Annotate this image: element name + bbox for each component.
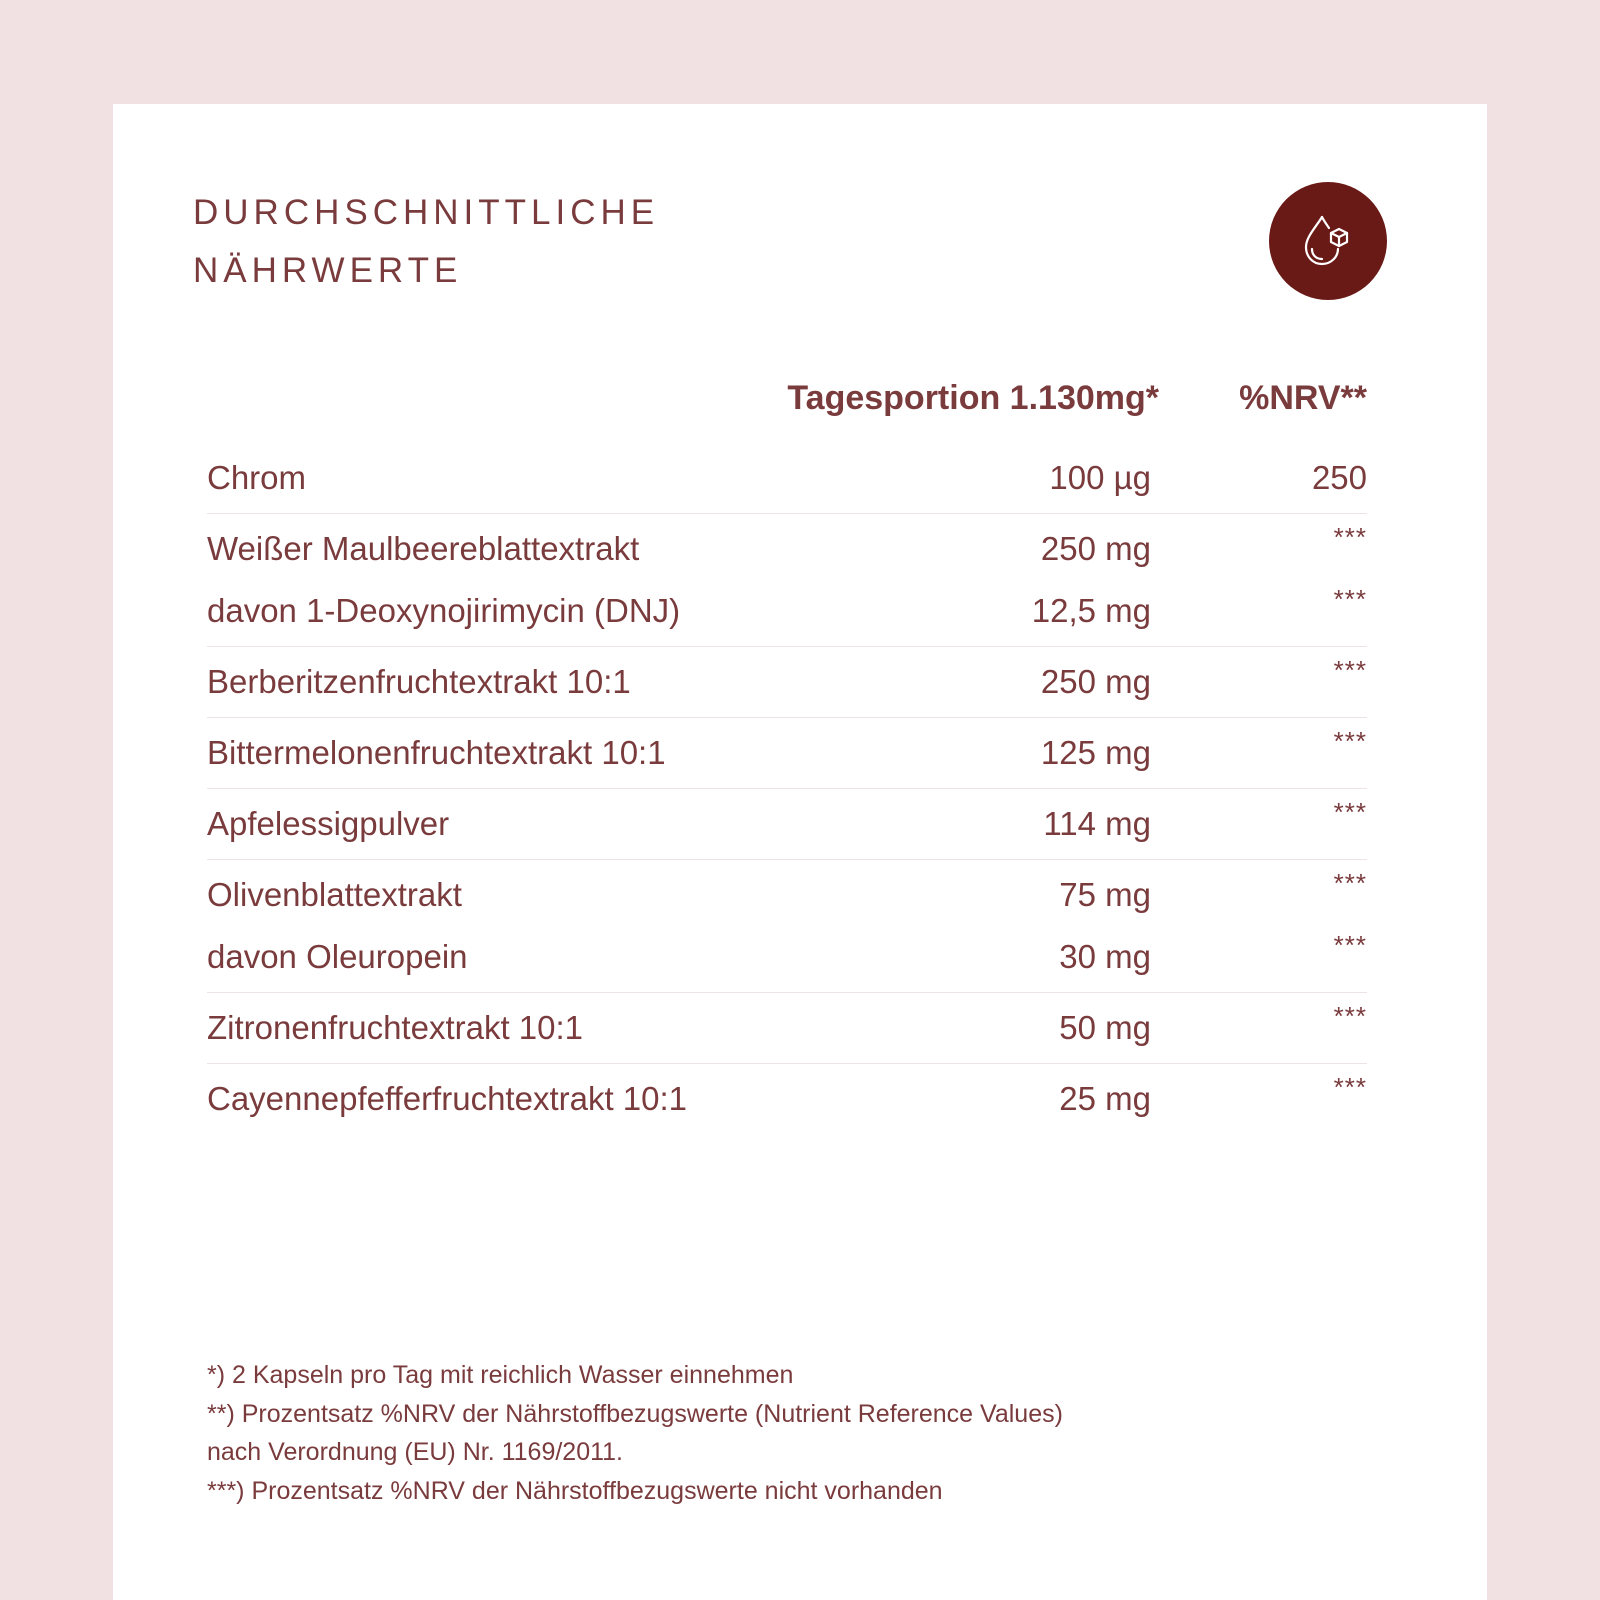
ingredient-nrv: *** (1333, 797, 1367, 827)
table-row-group (207, 443, 1367, 514)
drop-with-cube-icon (1298, 211, 1358, 271)
footnote: nach Verordnung (EU) Nr. 1169/2011. (207, 1438, 624, 1466)
page-title (193, 184, 659, 300)
ingredient-amount: 125 mg (1040, 734, 1151, 771)
ingredient-amount: 25 mg (1059, 1080, 1151, 1117)
table-body (207, 443, 1367, 1134)
ingredient-nrv: *** (1333, 584, 1367, 614)
ingredient-name: Bittermelonenfruchtextrakt 10:1 (207, 734, 666, 771)
table-row (207, 997, 1367, 1059)
column-header-nrv: %NRV** (1239, 379, 1367, 417)
ingredient-nrv: *** (1333, 726, 1367, 756)
title-line-2: NÄHRWERTE (193, 251, 463, 290)
drop-badge (1269, 182, 1387, 300)
table-row-group (207, 860, 1367, 993)
table-row-group (207, 993, 1367, 1064)
ingredient-name: Apfelessigpulver (207, 805, 450, 842)
ingredient-amount: 12,5 mg (1031, 592, 1151, 629)
ingredient-name: Zitronenfruchtextrakt 10:1 (207, 1009, 584, 1046)
table-row (207, 447, 1367, 509)
ingredient-amount: 250 mg (1040, 530, 1151, 567)
ingredient-nrv: *** (1333, 1001, 1367, 1031)
ingredient-nrv: *** (1333, 930, 1367, 960)
ingredient-amount: 30 mg (1059, 938, 1151, 975)
table-row (207, 722, 1367, 784)
ingredient-amount: 114 mg (1043, 805, 1151, 842)
ingredient-amount: 100 µg (1049, 459, 1151, 496)
column-header-amount: Tagesportion 1.130mg* (787, 379, 1159, 417)
ingredient-name: davon Oleuropein (207, 938, 468, 975)
ingredient-name: Weißer Maulbeereblattextrakt (207, 530, 640, 567)
nutrition-table (207, 359, 1367, 1134)
footnote: **) Prozentsatz %NRV der Nährstoffbezugswerte (Nutrient Reference Values) (207, 1399, 1063, 1428)
ingredient-nrv: *** (1333, 868, 1367, 898)
nutrition-card (113, 104, 1487, 1600)
table-row-group (207, 718, 1367, 789)
ingredient-amount: 250 mg (1040, 663, 1151, 700)
ingredient-nrv: *** (1333, 655, 1367, 685)
footnote: ***) Prozentsatz %NRV der Nährstoffbezugswerte nicht vorhanden (207, 1476, 943, 1505)
ingredient-nrv: *** (1333, 1072, 1367, 1102)
table-row-group (207, 1064, 1367, 1134)
ingredient-name: Chrom (207, 459, 307, 496)
table-row-group (207, 789, 1367, 860)
table-row (207, 793, 1367, 855)
footnotes (207, 1356, 1063, 1510)
table-row (207, 864, 1367, 926)
ingredient-name: Berberitzenfruchtextrakt 10:1 (207, 663, 631, 700)
table-row (207, 518, 1367, 580)
table-row (207, 651, 1367, 713)
table-row (207, 580, 1367, 642)
table-row-group (207, 514, 1367, 647)
table-row-group (207, 647, 1367, 718)
table-row (207, 926, 1367, 988)
footnote: *) 2 Kapseln pro Tag mit reichlich Wasser einnehmen (207, 1361, 794, 1389)
title-line-1: DURCHSCHNITTLICHE (193, 193, 660, 232)
table-header (207, 359, 1367, 443)
ingredient-name: Olivenblattextrakt (207, 876, 462, 913)
ingredient-name: Cayennepfefferfruchtextrakt 10:1 (207, 1080, 688, 1117)
ingredient-name: davon 1-Deoxynojirimycin (DNJ) (207, 592, 681, 629)
ingredient-amount: 50 mg (1059, 1009, 1151, 1046)
table-row (207, 1068, 1367, 1130)
ingredient-nrv: 250 (1311, 459, 1367, 496)
ingredient-nrv: *** (1333, 522, 1367, 552)
ingredient-amount: 75 mg (1059, 876, 1151, 913)
